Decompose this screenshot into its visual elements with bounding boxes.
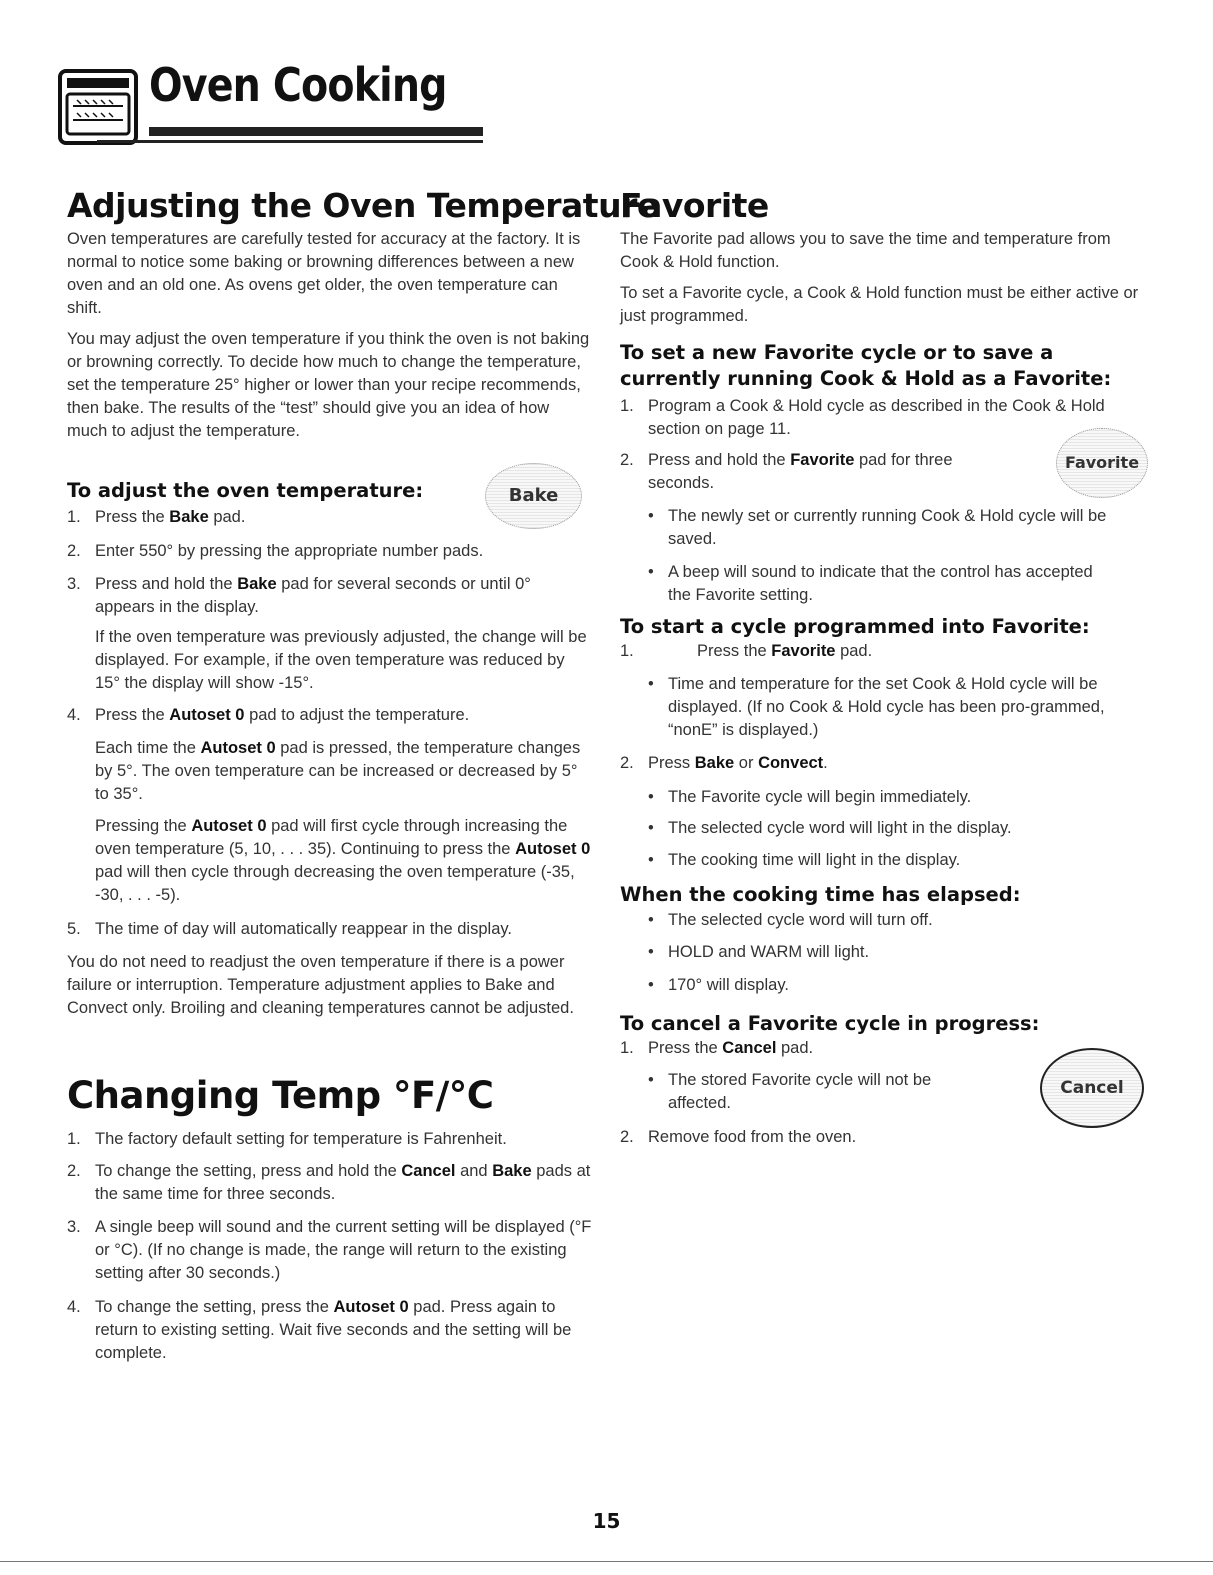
section-title-favorite: Favorite (620, 186, 769, 225)
step-text: To change the setting, press and hold the Cancel and Bake pads at the same time for three seconds. (95, 1162, 591, 1203)
step-text: Press and hold the Favorite pad for three seconds. (648, 451, 953, 492)
page-title: Oven Cooking (149, 58, 447, 112)
step-text: The factory default setting for temperature is Fahrenheit. (95, 1130, 507, 1148)
fav-step-2-bullet-2: • A beep will sound to indicate that the control has accepted the Favorite setting. (648, 563, 1093, 604)
step-number: 2. (67, 542, 81, 560)
step-number: 1. (67, 508, 81, 526)
adjust-step-5 (67, 918, 592, 941)
change-step-1 (67, 1128, 592, 1151)
start-step-1 (620, 640, 1145, 663)
cancel-step-1-bullet: • The stored Favorite cycle will not be affected. (648, 1071, 932, 1112)
step-number: 1. (620, 397, 634, 415)
fav-step-1 (620, 395, 1145, 441)
header-rule (149, 127, 483, 136)
step-text: Enter 550° by pressing the appropriate number pads. (95, 542, 484, 560)
change-step-4 (67, 1296, 592, 1365)
step-text: To change the setting, press the Autoset 0 pad. Press again to return to existing setting. Wait five seconds and the setting will be complete. (95, 1298, 572, 1362)
page-header (57, 58, 447, 150)
start-step-2-bullet-2: • The selected cycle word will light in the display. (648, 819, 1012, 837)
adjust-paragraph-2: You may adjust the oven temperature if you think the oven is not baking or browning correctly. To decide how much to change the temperature, set the temperature 25° higher or lower than your recipe recommends, then bake. The results of the “test” should give you an idea of how much to adjust the temperature. (67, 330, 590, 440)
adjust-step-2 (67, 540, 592, 563)
section-title-adjust: Adjusting the Oven Temperature (67, 186, 659, 225)
adjust-step-1 (67, 506, 592, 529)
fav-step-2 (620, 449, 1020, 495)
step-number: 2. (620, 1128, 634, 1146)
adjust-intro: Oven temperatures are carefully tested for accuracy at the factory. It is normal to notice some baking or browning differences between a new oven and an old one. As ovens get older, the oven temperature can shift. (67, 230, 581, 317)
subheading-time-elapsed: When the cooking time has elapsed: (620, 883, 1021, 906)
subheading-start-favorite: To start a cycle programmed into Favorite: (620, 615, 1090, 638)
step-number: 2. (67, 1162, 81, 1180)
step-text: Press Bake or Convect. (648, 754, 828, 772)
adjust-step-3-note: If the oven temperature was previously adjusted, the change will be displayed. For example, if the oven temperature was reduced by 15° the display will show -15°. (95, 628, 587, 692)
step-number: 4. (67, 1298, 81, 1316)
subheading-set-favorite: To set a new Favorite cycle or to save a currently running Cook & Hold as a Favorite: (620, 341, 1112, 390)
elapsed-bullet-3: • 170° will display. (648, 976, 789, 994)
adjust-step-4 (67, 704, 592, 727)
step-text: The time of day will automatically reappear in the display. (95, 920, 512, 938)
favorite-paragraph-2: To set a Favorite cycle, a Cook & Hold function must be either active or just programmed. (620, 284, 1139, 325)
step-number: 5. (67, 920, 81, 938)
step-text: Remove food from the oven. (648, 1128, 857, 1146)
step-text: Press the Bake pad. (95, 508, 246, 526)
step-number: 3. (67, 575, 81, 593)
elapsed-bullet-2: • HOLD and WARM will light. (648, 943, 870, 961)
cancel-pad-icon (1040, 1048, 1144, 1128)
page-number: 15 (592, 1509, 621, 1533)
start-step-1-bullet: • Time and temperature for the set Cook & Hold cycle will be displayed. (If no Cook & Hold cycle has been pro-grammed, “nonE” is displayed.) (648, 675, 1105, 739)
step-text: Press and hold the Bake pad for several seconds or until 0° appears in the display. (95, 575, 531, 616)
section-title-change-temp: Changing Temp °F/°C (67, 1074, 494, 1117)
header-underline (97, 140, 483, 143)
step-text: Press the Autoset 0 pad to adjust the temperature. (95, 706, 470, 724)
step-number: 1. (620, 642, 634, 660)
step-text: Program a Cook & Hold cycle as described in the Cook & Hold section on page 11. (648, 397, 1105, 438)
start-step-2-bullet-1: • The Favorite cycle will begin immediately. (648, 788, 972, 806)
step-number: 1. (620, 1039, 634, 1057)
change-step-3 (67, 1216, 592, 1285)
footer-rule (0, 1561, 1213, 1562)
step-number: 1. (67, 1130, 81, 1148)
adjust-step-3 (67, 573, 592, 619)
cancel-pad-label: Cancel (1060, 1078, 1124, 1098)
start-step-2-bullet-3: • The cooking time will light in the display. (648, 851, 961, 869)
step-text: A single beep will sound and the current setting will be displayed (°F or °C). (If no change is made, the range will return to the existing setting after 30 seconds.) (95, 1218, 592, 1282)
favorite-pad-icon (1056, 428, 1148, 498)
fav-step-2-bullet-1: • The newly set or currently running Cook & Hold cycle will be saved. (648, 507, 1107, 548)
step-text: Press the Cancel pad. (648, 1039, 814, 1057)
step-text: Press the Favorite pad. (697, 642, 873, 660)
adjust-closing: You do not need to readjust the oven temperature if there is a power failure or interruption. Temperature adjustment applies to Bake and Convect only. Broiling and cleaning temperatures cannot be adjusted. (67, 953, 574, 1017)
adjust-step-4-note-2: Pressing the Autoset 0 pad will first cycle through increasing the oven temperature (5, 10, . . . 35). Continuing to press the Autoset 0 pad will then cycle through decreasing the oven temperature (-35, -30, . . . -5). (95, 817, 591, 904)
start-step-2 (620, 752, 1145, 775)
step-number: 3. (67, 1218, 81, 1236)
oven-icon (57, 68, 141, 148)
favorite-pad-label: Favorite (1064, 453, 1140, 472)
favorite-intro: The Favorite pad allows you to save the time and temperature from Cook & Hold function. (620, 230, 1111, 271)
subheading-adjust: To adjust the oven temperature: (67, 479, 424, 502)
bake-pad-label: Bake (508, 485, 559, 506)
cancel-step-2 (620, 1126, 1145, 1149)
step-number: 4. (67, 706, 81, 724)
change-step-2 (67, 1160, 592, 1206)
step-number: 2. (620, 754, 634, 772)
step-number: 2. (620, 451, 634, 469)
elapsed-bullet-1: • The selected cycle word will turn off. (648, 911, 933, 929)
subheading-cancel-favorite: To cancel a Favorite cycle in progress: (620, 1012, 1040, 1035)
adjust-step-4-note-1: Each time the Autoset 0 pad is pressed, the temperature changes by 5°. The oven temperature can be increased or decreased by 5° to 35°. (95, 739, 581, 803)
